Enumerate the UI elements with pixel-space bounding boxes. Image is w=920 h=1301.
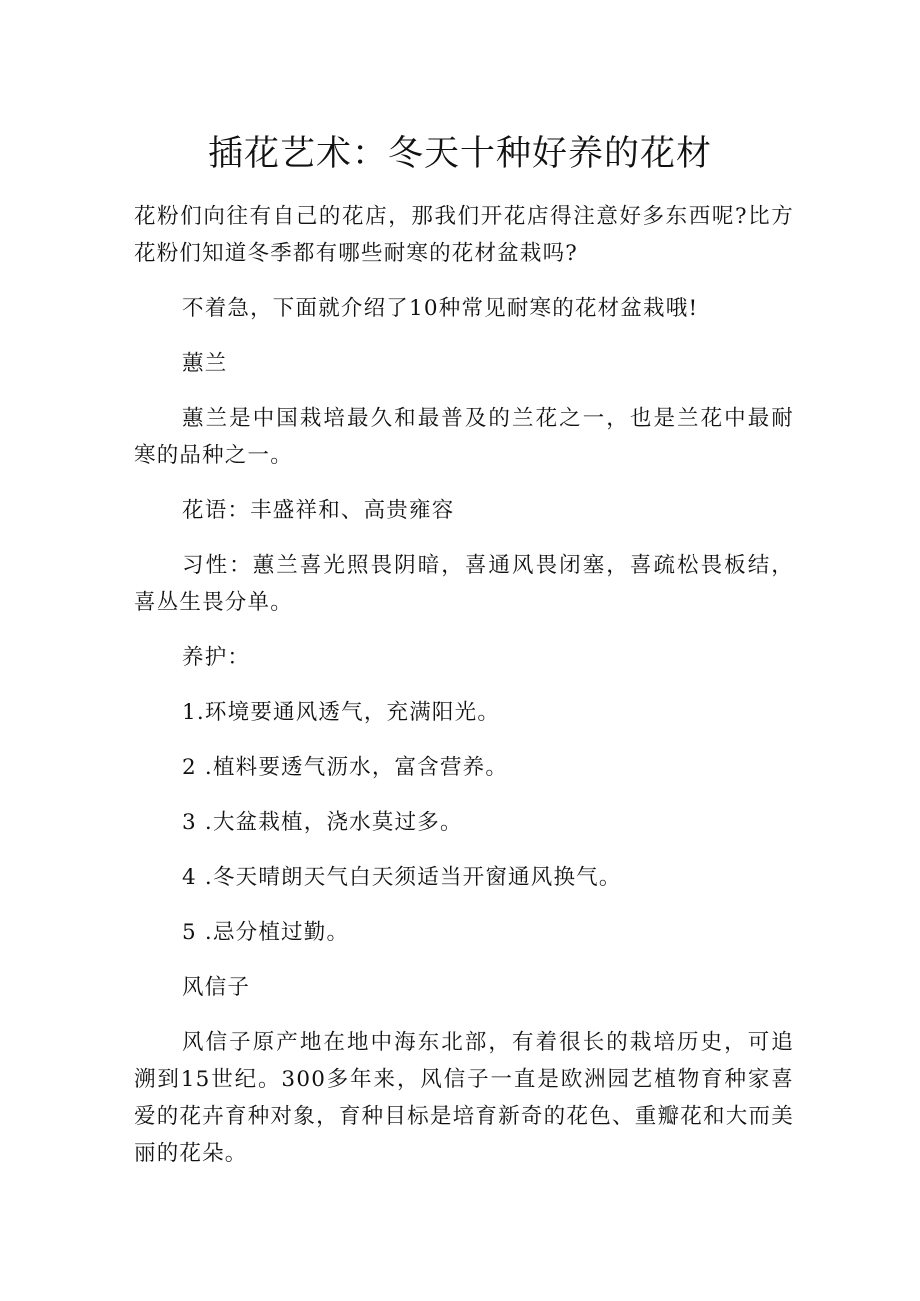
list-item-care-2: 2 .植料要透气沥水，富含营养。 [182,755,509,780]
list-item-care-1: 1.环境要通风透气，充满阳光。 [182,700,501,725]
paragraph-huilan-habit: 习性：蕙兰喜光照畏阴暗，喜通风畏闭塞，喜疏松畏板结，喜丛生畏分单。 [134,553,794,615]
paragraph-lead: 不着急，下面就介绍了10种常见耐寒的花材盆栽哦! [182,296,699,321]
paragraph-hyacinth-desc: 风信子原产地在地中海东北部，有着很长的栽培历史，可追溯到15世纪。300多年来，风信子一直是欧洲园艺植物育种家喜爱的花卉育种对象，育种目标是培育新奇的花色、重瓣花和大而美丽的花朵。 [134,1030,794,1166]
heading-huilan: 蕙兰 [182,351,228,376]
list-item-care-4: 4 .冬天晴朗天气白天须适当开窗通风换气。 [182,865,622,890]
heading-care: 养护： [182,645,251,670]
paragraph-huilan-desc: 蕙兰是中国栽培最久和最普及的兰花之一，也是兰花中最耐寒的品种之一。 [134,406,794,468]
paragraph-huilan-language: 花语：丰盛祥和、高贵雍容 [182,498,455,523]
list-item-care-3: 3 .大盆栽植，浇水莫过多。 [182,810,463,835]
document-body [134,198,794,1172]
list-item-care-5: 5 .忌分植过勤。 [182,920,350,945]
paragraph-intro: 花粉们向往有自己的花店，那我们开花店得注意好多东西呢?比方花粉们知道冬季都有哪些耐寒的花材盆栽吗? [134,204,794,266]
heading-hyacinth: 风信子 [182,975,251,1000]
document-title: 插花艺术：冬天十种好养的花材 [207,134,712,174]
